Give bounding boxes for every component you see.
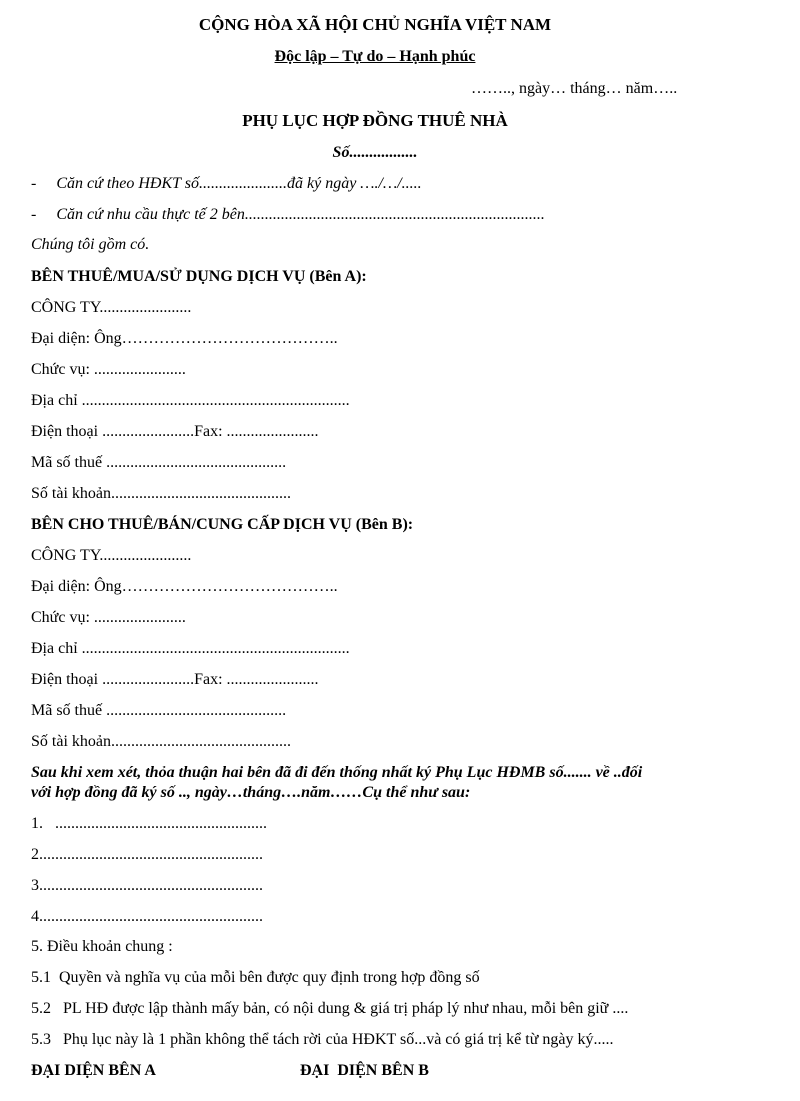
party-b-phone-fax: Điện thoại .......................Fax: ....................... [31,671,319,688]
party-a-heading: BÊN THUÊ/MUA/SỬ DỤNG DỊCH VỤ (Bên A): [31,268,367,285]
signature-party-b: ĐẠI DIỆN BÊN B [300,1062,429,1079]
party-a-address: Địa chỉ ................................................................... [31,392,350,409]
party-b-address: Địa chỉ ................................................................... [31,640,350,657]
party-b-heading: BÊN CHO THUÊ/BÁN/CUNG CẤP DỊCH VỤ (Bên B): [31,516,414,533]
list-item: 3........................................................ [31,877,263,894]
basis-needs: - Căn cứ nhu cầu thực tế 2 bên........................................................................... [31,206,545,223]
party-b-position: Chức vụ: ....................... [31,609,186,626]
party-a-representative: Đại diện: Ông………………………………….. [31,330,338,347]
date-line: …….., ngày… tháng… năm….. [471,80,678,97]
basis-contract: - Căn cứ theo HĐKT số......................đã ký ngày …./…/..... [31,175,422,192]
party-b-tax-code: Mã số thuế ............................................. [31,702,287,719]
party-b-representative: Đại diện: Ông………………………………….. [31,578,338,595]
parties-intro: Chúng tôi gồm có. [31,236,150,253]
motto: Độc lập – Tự do – Hạnh phúc [274,48,476,65]
agreement-line-1: Sau khi xem xét, thỏa thuận hai bên đã đi đến thống nhất ký Phụ Lục HĐMB số....... về ..đối [31,764,643,781]
general-terms-heading: 5. Điều khoản chung : [31,938,173,955]
nation-title: CỘNG HÒA XÃ HỘI CHỦ NGHĨA VIỆT NAM [198,15,552,34]
party-a-phone-fax: Điện thoại .......................Fax: ....................... [31,423,319,440]
clause-5-1: 5.1 Quyền và nghĩa vụ của mỗi bên được quy định trong hợp đồng số [31,969,480,986]
document-title: PHỤ LỤC HỢP ĐỒNG THUÊ NHÀ [242,111,508,130]
party-a-account: Số tài khoản............................................. [31,485,291,502]
agreement-line-2: với hợp đồng đã ký số .., ngày…tháng….năm……Cụ thể như sau: [31,784,471,801]
signature-party-a: ĐẠI DIỆN BÊN A [31,1062,156,1079]
list-item: 1. ..................................................... [31,815,267,832]
list-item: 4........................................................ [31,908,263,925]
clause-5-2: 5.2 PL HĐ được lập thành mấy bản, có nội dung & giá trị pháp lý như nhau, mỗi bên giữ .... [31,1000,629,1017]
clause-5-3: 5.3 Phụ lục này là 1 phần không thể tách rời của HĐKT số...và có giá trị kể từ ngày ký..... [31,1031,614,1048]
party-b-company: CÔNG TY....................... [31,547,192,564]
party-a-tax-code: Mã số thuế ............................................. [31,454,287,471]
party-b-account: Số tài khoản............................................. [31,733,291,750]
list-item: 2........................................................ [31,846,263,863]
document-number: Số................. [332,144,418,161]
party-a-company: CÔNG TY....................... [31,299,192,316]
party-a-position: Chức vụ: ....................... [31,361,186,378]
